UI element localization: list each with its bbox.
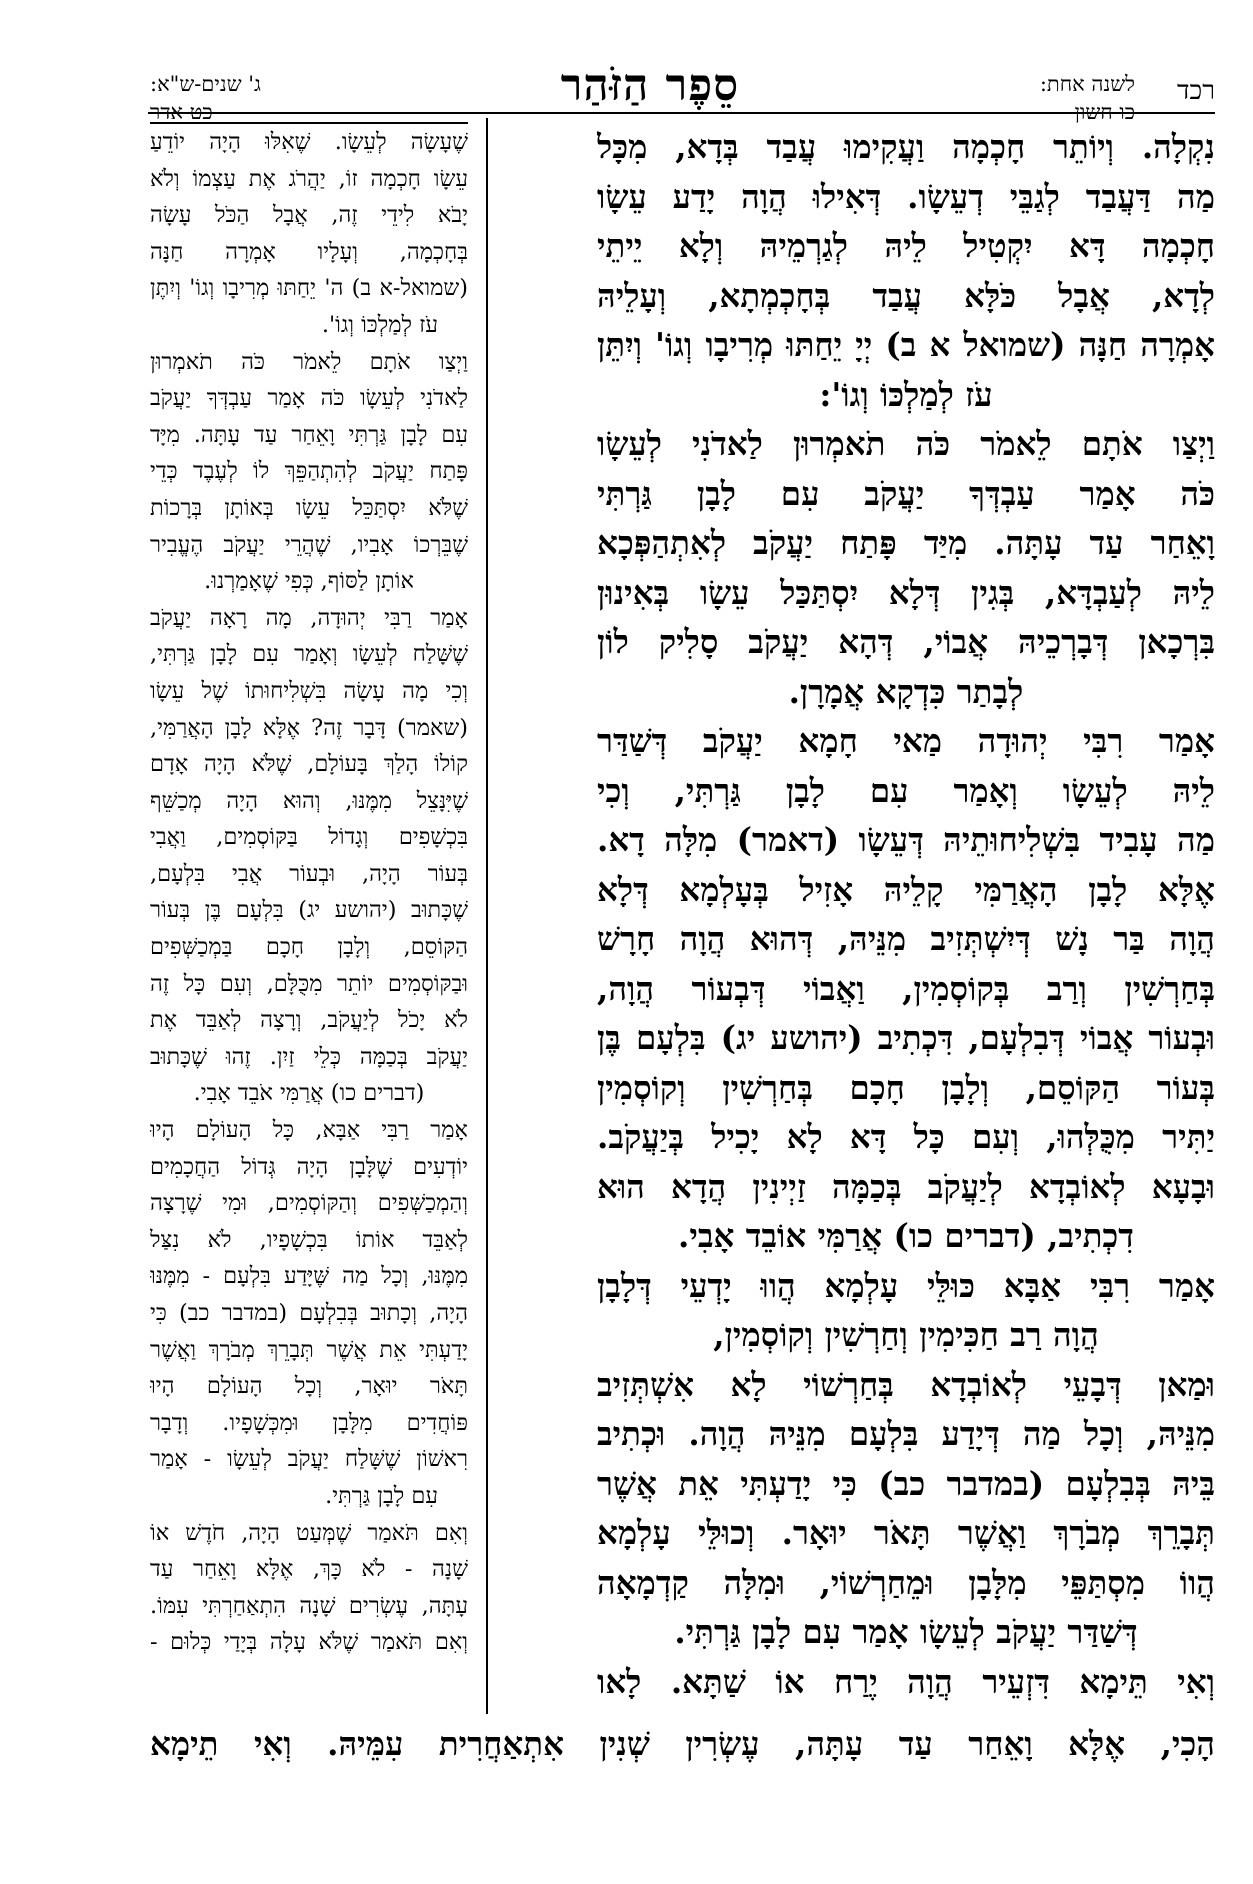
text-line: לַאדֹנִי לְעֵשָׂו כֹּה אָמַר עַבְדְּךָ יַעֲקֹב	[150, 385, 468, 412]
text-line: בִּכְשָׁפִים וְגָדוֹל בַּקּוֹסְמִים, וַאֲבִי	[150, 824, 468, 851]
text-line: לְאַבֵּד אוֹתוֹ בִּכְשָׁפָיו, לֹא נִצַּל	[150, 1226, 468, 1253]
text-line: לֵיהּ לְעֵשָׂו וְאָמַר עִם לָבָן גַּרְתִּי, וְכִי	[597, 770, 1215, 810]
text-line: בֵּיהּ בְּבִלְעָם (במדבר כב) כִּי יָדַעְתִּי אֵת אֲשֶׁר	[597, 1463, 1215, 1503]
text-line: וּבְעוֹר אֲבוֹי דְּבִלְעָם, דִּכְתִיב (יהושע יג) בִּלְעָם בֶּן	[597, 1018, 1215, 1057]
text-line: וְאִם תֹּאמַר שֶׁמְּעַט הָיָה, חֹדֶשׁ אוֹ	[150, 1519, 468, 1546]
text-line: שֶׁיִּנָּצֵל מִמֶּנּוּ, וְהוּא הָיָה מְכַשֵּׁף	[150, 787, 468, 814]
reading-date-1yr: כו חשון	[1074, 100, 1135, 124]
text-line: תְּבָרֵךְ מְבֹרָךְ וַאֲשֶׁר תָּאֹר יוּאָר. וְכוּלֵּי עָלְמָא	[597, 1513, 1215, 1552]
text-line: לְדָא, אֲבָל כֹּלָּא עֲבַד בְּחָכְמְתָא, וְעָלֵיהּ	[597, 275, 1215, 315]
text-line: דְּשַׁדַּר יַעֲקֹב לְעֵשָׂו אָמַר עִם לָבָן גַּרְתִּי.	[674, 1612, 1138, 1651]
column-divider	[486, 118, 488, 1714]
text-line: מִנֵּיהּ, וְכָל מַה דְּיָדַע בִּלְעָם מִנֵּיהּ הֲוָה. וּכְתִיב	[597, 1414, 1215, 1453]
text-line: אוֹתָן לַסּוֹף, כְּפִי שֶׁאָמַרְנוּ.	[204, 568, 414, 595]
text-line: יַתִּיר מִכֻּלְּהוּ, וְעִם כָּל דָּא לָא יָכִיל בְּיַעֲקֹב.	[597, 1117, 1215, 1156]
text-line: שָׁנָה - לֹא כָּךְ, אֶלָּא וָאֵחַר עַד	[150, 1556, 468, 1583]
text-line: מִמֶּנּוּ, וְכָל מַה שֶּׁיָּדַע בִּלְעָם - מִמֶּנּוּ	[150, 1263, 468, 1290]
text-line: בְּעוֹר הַקּוֹסֵם, וְלָבָן חָכָם בְּחַרְשִׁין וְקוֹסְמִין	[597, 1067, 1215, 1107]
text-line: רִאשׁוֹן שֶׁשָּׁלַח יַעֲקֹב לְעֵשָׂו - אָמַר	[150, 1446, 468, 1473]
text-line: הָיָה, וְכָתוּב בְּבִלְעָם (במדבר כב) כִּי	[150, 1300, 468, 1326]
text-line: קוֹלוֹ הָלַךְ בָּעוֹלָם, שֶׁלֹּא הָיָה אָדָם	[150, 751, 468, 778]
text-line: בִּרְכָאן דְּבָרְכֵיהּ אֲבוֹי, דְּהָא יַעֲקֹב סָלִיק לוֹן	[597, 622, 1215, 661]
text-line: בְּחָכְמָה, וְעָלָיו אָמְרָה חַנָּה	[150, 238, 468, 265]
text-line: אָמַר רִבִּי אַבָּא כּוּלֵּי עָלְמָא הֲווּ יָדְעֵי דְּלָבָן	[597, 1265, 1215, 1305]
text-line: שֶׁלֹּא יִסְתַּכֵּל עֵשָׂו בְּאוֹתָן בְּרָכוֹת	[150, 494, 468, 521]
text-line: אֶלָּא לָבָן הָאֲרַמִּי קָלֵיהּ אָזִיל בְּעָלְמָא דְּלָא	[597, 869, 1215, 909]
text-line: יַעֲקֹב בְּכַמָּה כְּלֵי זַיִן. זֶהוּ שֶׁכָּתוּב	[150, 1043, 468, 1070]
text-line: שֶׁעָשָׂה לְעֵשָׂו. שֶׁאִלּוּ הָיָה יוֹדֵעַ	[150, 129, 468, 155]
text-line: שֶׁשָּׁלַח לְעֵשָׂו וְאָמַר עִם לָבָן גַּרְתִּי,	[150, 641, 468, 668]
page-number: רכד	[1177, 76, 1215, 106]
text-line: בְּחַרְשִׁין וְרַב בְּקוֹסְמִין, וַאֲבוֹי דְּבְעוֹר הֲוָה,	[597, 968, 1215, 1008]
text-line: יָבֹא לִידֵי זֶה, אֲבָל הַכֹּל עָשָׂה	[150, 202, 468, 229]
text-line: וַיְצַו אֹתָם לֵאמֹר כֹּה תֹאמְרוּן	[150, 348, 468, 375]
text-line: וַיְצַו אֹתָם לֵאמֹר כֹּה תֹאמְרוּן לַאדֹנִי לְעֵשָׂו	[597, 424, 1215, 463]
text-line: וָאֵחַר עַד עָתָּה. מִיַּד פָּתַח יַעֲקֹב לְאִתְהַפְּכָא	[597, 523, 1215, 562]
text-line: וְהַמְכַשְּׁפִים וְהַקּוֹסְמִים, וּמִי שֶׁרָצָה	[150, 1190, 468, 1217]
text-line: יָדַעְתִּי אֵת אֲשֶׁר תְּבָרֵךְ מְבֹרָךְ וַאֲשֶׁר	[150, 1336, 468, 1363]
text-line: עֹז לְמַלְכּוֹ וְגוֹ':	[819, 374, 993, 414]
text-line: שֶׁבֵּרְכוֹ אָבִיו, שֶׁהֲרֵי יַעֲקֹב הֶעֱבִיר	[150, 531, 468, 558]
text-line: דִכְתִיב, (דברים כו) אֲרַמִּי אוֹבֵד אָבִי.	[678, 1216, 1134, 1255]
text-line: עָתָּה, עֶשְׂרִים שָׁנָה הִתְאַחַרְתִּי עִמּוֹ.	[150, 1592, 468, 1619]
text-line: נִקְלָה. וְיוֹתֵר חָכְמָה וַעֲקִימוּ עֲבַד בְּדָא, מִכָּל	[597, 127, 1215, 166]
text-line: וְכִי מָה עָשָׂה בִּשְׁלִיחוּתוֹ שֶׁל עֵשָׂו	[150, 677, 468, 704]
text-line: וּבַקּוֹסְמִים יוֹתֵר מִכֻּלָּם, וְעִם כָּל זֶה	[150, 970, 468, 997]
text-line: מַה דַּעֲבַד לְגַבֵּי דְעֵשָׂו. דְּאִילוּ הֲוָה יָדַע עֵשָׂו	[597, 176, 1215, 216]
text-line: וְאִם תֹּאמַר שֶׁלֹּא עָלָה בְּיָדַי כְּלוּם -	[150, 1629, 468, 1656]
text-line: תָּאֹר יוּאָר, וְכָל הָעוֹלָם הָיוּ	[150, 1373, 468, 1400]
text-line: וְאִי תֵּימָא דִּזְעֵיר הֲוָה יֶרַח אוֹ שַׁתָּא. לָאו	[597, 1661, 1215, 1701]
text-line: (דברים כו) אֲרַמִּי אֹבֵד אָבִי.	[193, 1080, 425, 1107]
text-line: כֹּה אָמַר עַבְדְּךָ יַעֲקֹב עִם לָבָן גַּרְתִּי	[597, 473, 1215, 513]
reading-date-3yr: כט אדר	[150, 100, 213, 124]
page-title: סֵפֶר הַזֹּהַר	[560, 60, 740, 111]
header-rule	[148, 112, 1215, 114]
text-line: לֹא יָכֹל לְיַעֲקֹב, וְרָצָה לְאַבֵּד אֶת	[150, 1007, 468, 1034]
text-line: (שמואל-א ב) ה' יֵחַתּוּ מְרִיבָו וְגוֹ' וְיִתֶּן	[150, 275, 468, 302]
text-line: פָּתַח יַעֲקֹב לְהִתְהַפֵּךְ לוֹ לְעֶבֶד כְּדֵי	[150, 458, 468, 485]
text-line: הָכִי, אֶלָּא וָאֵחַר עַד עָתָּה, עֶשְׂרִין שְׁנִין אִתְאַחֲרִית עִמֵּיהּ. וְאִי תֵימָא	[150, 1724, 1215, 1763]
aramaic-text-column	[597, 122, 1215, 1712]
reading-plan-3yr: ג' שנים-ש"א:	[150, 72, 261, 96]
text-line: וּבָעָא לְאוֹבְדָא לְיַעֲקֹב בְּכַמָּה זַיְינִין הֲדָא הוּא	[597, 1166, 1215, 1206]
text-line: בְּעוֹר הָיָה, וּבְעוֹר אֲבִי בִּלְעָם,	[150, 860, 468, 887]
text-line: עִם לָבָן גַּרְתִּי.	[325, 1482, 438, 1509]
text-line: עֹז לְמַלְכּוֹ וְגוֹ'.	[321, 311, 438, 338]
reading-plan-1yr: לשנה אחת:	[1039, 72, 1135, 96]
text-line: אָמַר רַבִּי אַבָּא, כָּל הָעוֹלָם הָיוּ	[150, 1117, 468, 1144]
text-line: פּוֹחֲדִים מִלָּבָן וּמִכְּשָׁפָיו. וְדָבָר	[150, 1409, 468, 1436]
text-line: אָמַר רִבִּי יְהוּדָה מַאי חָמָא יַעֲקֹב דְּשַׁדַּר	[597, 721, 1215, 760]
text-line: וּמַאן דְּבָעֵי לְאוֹבְדָא בְּחַרְשׁוֹי לָא אִשְׁתְּזִיב	[597, 1364, 1215, 1404]
hebrew-translation-column	[150, 122, 468, 1714]
text-line: שֶׁכָּתוּב (יהושע יג) בִּלְעָם בֶּן בְּעוֹר	[150, 897, 468, 924]
text-line: חָכְמָה דָּא יִקְטִיל לֵיהּ לְגַרְמֵיהּ וְלָא יֵיתֵי	[597, 226, 1215, 265]
text-line: הֲווֹ מִסְתַּפֵּי מִלָּבָן וּמֵחַרְשׁוֹי, וּמִלָּה קַדְמָאָה	[597, 1562, 1215, 1602]
text-line: אָמְרָה חַנָּה (שמואל א ב) יְיָ יֵחַתּוּ מְרִיבָו וְגוֹ' וְיִתֵּן	[597, 325, 1215, 364]
text-line: אָמַר רַבִּי יְהוּדָה, מָה רָאָה יַעֲקֹב	[150, 604, 468, 631]
text-line: הֲוָה בַּר נָשׁ דְּיִשְׁתְּזִיב מִנֵּיהּ, דְּהוּא הֲוָה חָרָשׁ	[597, 919, 1215, 958]
text-line: לֵיהּ לְעַבְדָּא, בְּגִין דְּלָא יִסְתַּכַּל עֵשָׂו בְּאִינוּן	[597, 572, 1215, 612]
text-line: הֲוָה רַב חַכִּימִין וְחַרְשִׁין וְקוֹסְמִין,	[713, 1315, 1099, 1354]
text-line: עִם לָבָן גַּרְתִּי וָאֵחַר עַד עָתָּה. מִיָּד	[150, 421, 468, 448]
text-line: מַה עָבִיד בִּשְׁלִיחוּתֵיהּ דְּעֵשָׂו (דאמר) מִלָּה דָא.	[597, 820, 1215, 859]
text-line: יוֹדְעִים שֶׁלָּבָן הָיָה גְּדוֹל הַחֲכָמִים	[150, 1153, 468, 1180]
text-line: לְבָתַר כִּדְקָא אֲמָרָן.	[788, 671, 1024, 711]
text-line: הַקּוֹסֵם, וְלָבָן חָכָם בַּמְכַשְּׁפִים	[150, 934, 468, 961]
text-line: עֵשָׂו חָכְמָה זוֹ, יַהֲרֹג אֶת עַצְמוֹ וְלֹא	[150, 165, 468, 192]
bottom-full-width-text	[150, 1718, 1215, 1770]
text-line: (שאמר) דָּבָר זֶה? אֶלָּא לָבָן הָאֲרַמִּי,	[150, 714, 468, 741]
